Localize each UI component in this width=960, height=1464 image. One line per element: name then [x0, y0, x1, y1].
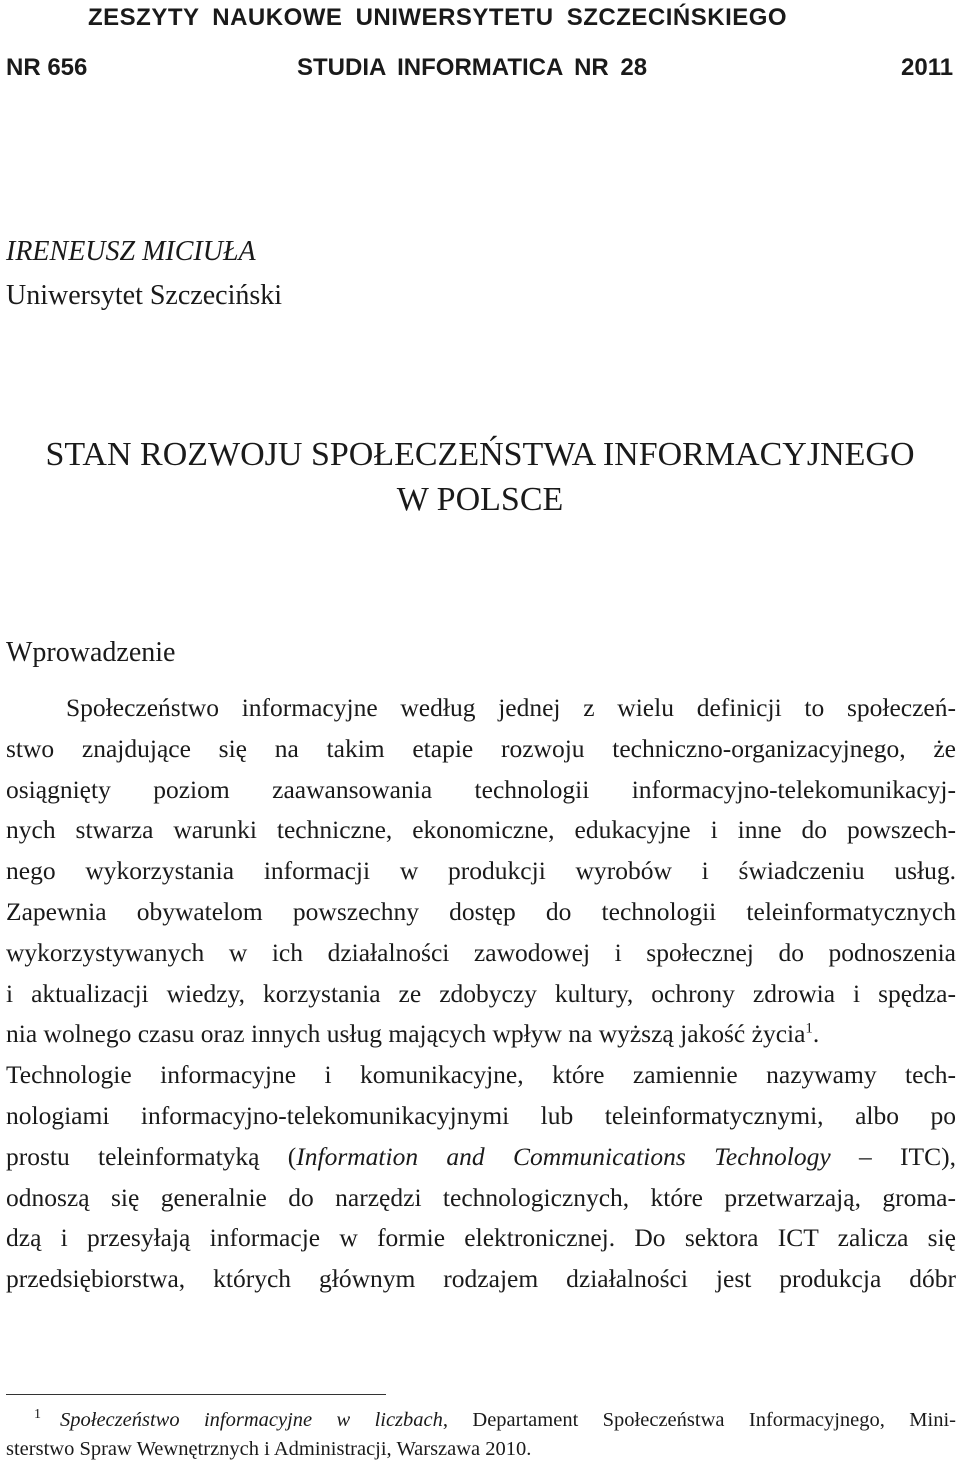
- footnote-italic-title: Społeczeństwo informacyjne w liczbach: [60, 1409, 443, 1431]
- body-line: wykorzystywanych w ich działalności zawodowej i społecznej do podnoszenia: [6, 937, 956, 967]
- footnote-line: sterstwo Spraw Wewnętrznych i Administracji, Warszawa 2010.: [6, 1438, 532, 1460]
- body-line: przedsiębiorstwa, których głównym rodzajem działalności jest produkcja dóbr: [6, 1264, 956, 1294]
- body-line: dzą i przesyłają informacje w formie elektronicznej. Do sektora ICT zalicza się: [6, 1223, 956, 1253]
- footnote-separator: [6, 1394, 386, 1395]
- issue-number: NR 656: [6, 54, 88, 81]
- body-line: i aktualizacji wiedzy, korzystania ze zdobyczy kultury, ochrony zdrowia i spędza-: [6, 978, 956, 1008]
- body-line: odnoszą się generalnie do narzędzi technologicznych, które przetwarzają, groma-: [6, 1182, 956, 1212]
- footnote: [6, 1406, 956, 1464]
- author-affiliation: Uniwersytet Szczeciński: [6, 280, 283, 311]
- body-line: Społeczeństwo informacyjne według jednej z wielu definicji to społeczeń-: [66, 693, 956, 722]
- body-line: nologiami informacyjno-telekomunikacyjnymi lub teleinformatycznymi, albo po: [6, 1100, 956, 1130]
- series-name: STUDIA INFORMATICA NR 28: [297, 54, 648, 81]
- body-line: osiągnięty poziom zaawansowania technologii informacyjno-telekomunikacyj-: [6, 774, 956, 804]
- footnote-line: 1 Społeczeństwo informacyjne w liczbach, Departament Społeczeństwa Informacyjnego, Mini-: [34, 1407, 956, 1431]
- section-heading: Wprowadzenie: [6, 637, 176, 668]
- body-line: [6, 1137, 956, 1178]
- body-text: [6, 688, 956, 1300]
- paper-title-line-1: STAN ROZWOJU SPOŁECZEŃSTWA INFORMACYJNEGO: [45, 436, 915, 473]
- body-text-span: nia wolnego czasu oraz innych usług mających wpływ na wyższą jakość życia: [6, 1019, 806, 1049]
- author-name: IRENEUSZ MICIUŁA: [6, 236, 256, 267]
- body-line: Zapewnia obywatelom powszechny dostęp do technologii teleinformatycznych: [6, 896, 956, 926]
- body-text-span: .: [812, 1019, 820, 1049]
- publication-year: 2011: [901, 54, 954, 81]
- body-line: nych stwarza warunki techniczne, ekonomiczne, edukacyjne i inne do powszech-: [6, 815, 956, 845]
- footnote-text: , Departament Społeczeństwa Informacyjnego, Mini-: [442, 1409, 956, 1431]
- footnote-reference[interactable]: 1: [805, 1020, 813, 1037]
- body-text-span: prostu teleinformatyką (: [6, 1141, 297, 1171]
- body-italic-term: Information and Communications Technology: [296, 1141, 831, 1171]
- body-line: stwo znajdujące się na takim etapie rozwoju techniczno-organizacyjnego, że: [6, 733, 956, 763]
- body-line: [6, 1014, 956, 1055]
- body-line: Technologie informacyjne i komunikacyjne, które zamiennie nazywamy tech-: [6, 1060, 956, 1090]
- journal-title: ZESZYTY NAUKOWE UNIWERSYTETU SZCZECIŃSKIEGO: [88, 4, 788, 31]
- body-line: nego wykorzystania informacji w produkcji wyrobów i świadczeniu usług.: [6, 856, 956, 886]
- paper-title-line-2: W POLSCE: [396, 481, 564, 518]
- body-text-span: – ITC),: [830, 1141, 956, 1171]
